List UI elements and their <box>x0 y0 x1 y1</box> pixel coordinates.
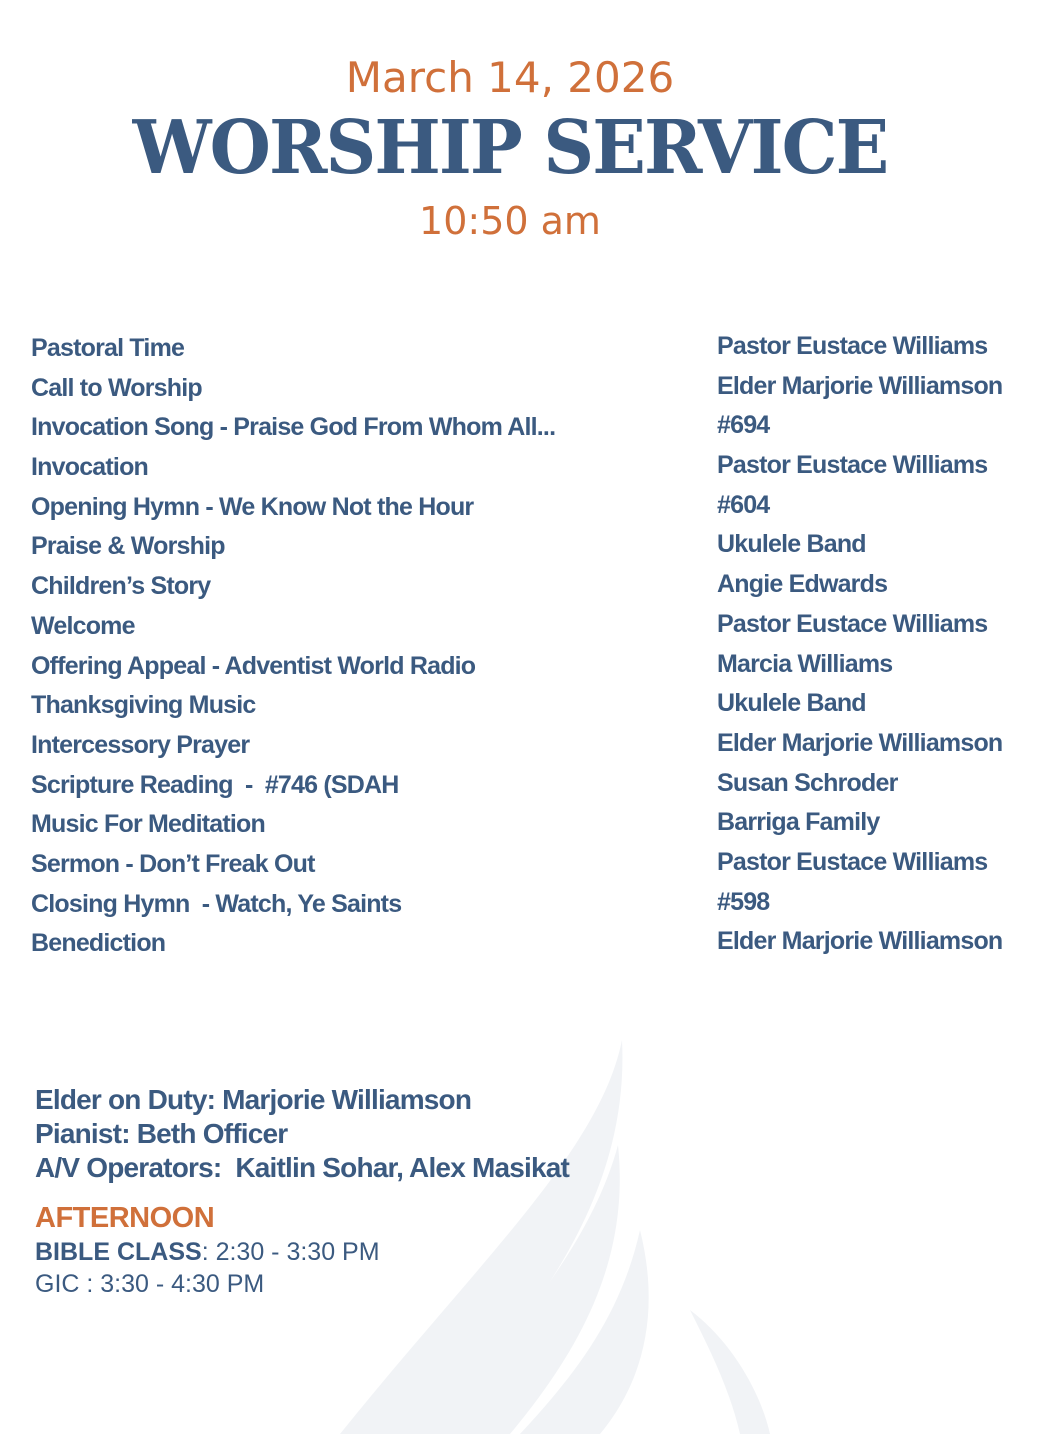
afternoon-section <box>35 1200 380 1300</box>
program-item: Welcome <box>31 611 135 640</box>
service-staff <box>35 1083 569 1185</box>
bible-class-time: : 2:30 - 3:30 PM <box>201 1238 380 1266</box>
program-row <box>31 447 1041 487</box>
program-item: Intercessory Prayer <box>31 730 250 759</box>
program-row <box>31 368 1041 408</box>
program-row <box>31 923 1041 963</box>
program-row <box>31 765 1041 805</box>
elder-on-duty: Elder on Duty: Marjorie Williamson <box>35 1084 472 1115</box>
program-leader: Elder Marjorie Williamson <box>717 371 1003 400</box>
order-of-service <box>31 328 1041 963</box>
program-item: Sermon - Don’t Freak Out <box>31 849 315 878</box>
header <box>0 50 1020 248</box>
program-leader: Pastor Eustace Williams <box>717 332 988 360</box>
program-leader: Ukulele Band <box>717 530 866 559</box>
program-item: Opening Hymn - We Know Not the Hour <box>31 492 474 521</box>
program-leader: Marcia Williams <box>717 649 893 678</box>
program-leader: Susan Schroder <box>717 768 898 797</box>
program-item: Invocation Song - Praise God From Whom All... <box>31 413 556 442</box>
program-row <box>31 844 1041 884</box>
program-leader: Ukulele Band <box>717 689 866 718</box>
program-row <box>31 487 1041 527</box>
program-row <box>31 646 1041 686</box>
program-row <box>31 407 1041 447</box>
program-row <box>31 725 1041 765</box>
program-item: Praise & Worship <box>31 532 225 561</box>
gic-line: GIC : 3:30 - 4:30 PM <box>35 1270 265 1298</box>
program-leader: Pastor Eustace Williams <box>717 609 988 638</box>
program-item: Call to Worship <box>31 373 202 402</box>
program-leader: Pastor Eustace Williams <box>717 847 988 876</box>
program-leader: Elder Marjorie Williamson <box>717 728 1003 757</box>
program-item: Thanksgiving Music <box>31 691 256 720</box>
service-date: March 14, 2026 <box>345 53 675 102</box>
program-row <box>31 526 1041 566</box>
program-leader: Elder Marjorie Williamson <box>717 927 1003 956</box>
program-row <box>31 328 1041 368</box>
av-operators: A/V Operators: Kaitlin Sohar, Alex Masikat <box>35 1152 570 1183</box>
program-row <box>31 884 1041 924</box>
afternoon-heading: AFTERNOON <box>35 1202 215 1234</box>
program-row <box>31 685 1041 725</box>
service-time: 10:50 am <box>419 199 601 243</box>
bible-class-label: BIBLE CLASS <box>35 1238 202 1266</box>
program-leader: Angie Edwards <box>717 570 888 599</box>
program-leader: #604 <box>717 490 770 519</box>
program-leader: Pastor Eustace Williams <box>717 451 988 480</box>
program-item: Closing Hymn - Watch, Ye Saints <box>31 889 402 918</box>
program-row <box>31 566 1041 606</box>
program-item: Invocation <box>31 453 149 482</box>
bible-class-line <box>35 1236 380 1268</box>
pianist: Pianist: Beth Officer <box>35 1118 288 1149</box>
program-leader: #598 <box>717 887 770 916</box>
program-item: Music For Meditation <box>31 810 266 839</box>
program-row <box>31 606 1041 646</box>
program-item: Pastoral Time <box>31 334 185 362</box>
program-item: Offering Appeal - Adventist World Radio <box>31 651 476 680</box>
program-row <box>31 804 1041 844</box>
program-item: Benediction <box>31 929 166 958</box>
program-item: Scripture Reading - #746 (SDAH <box>31 770 399 799</box>
program-leader: Barriga Family <box>717 808 880 837</box>
program-leader: #694 <box>717 411 770 440</box>
program-item: Children’s Story <box>31 572 211 601</box>
page-title: WORSHIP SERVICE <box>132 105 888 191</box>
